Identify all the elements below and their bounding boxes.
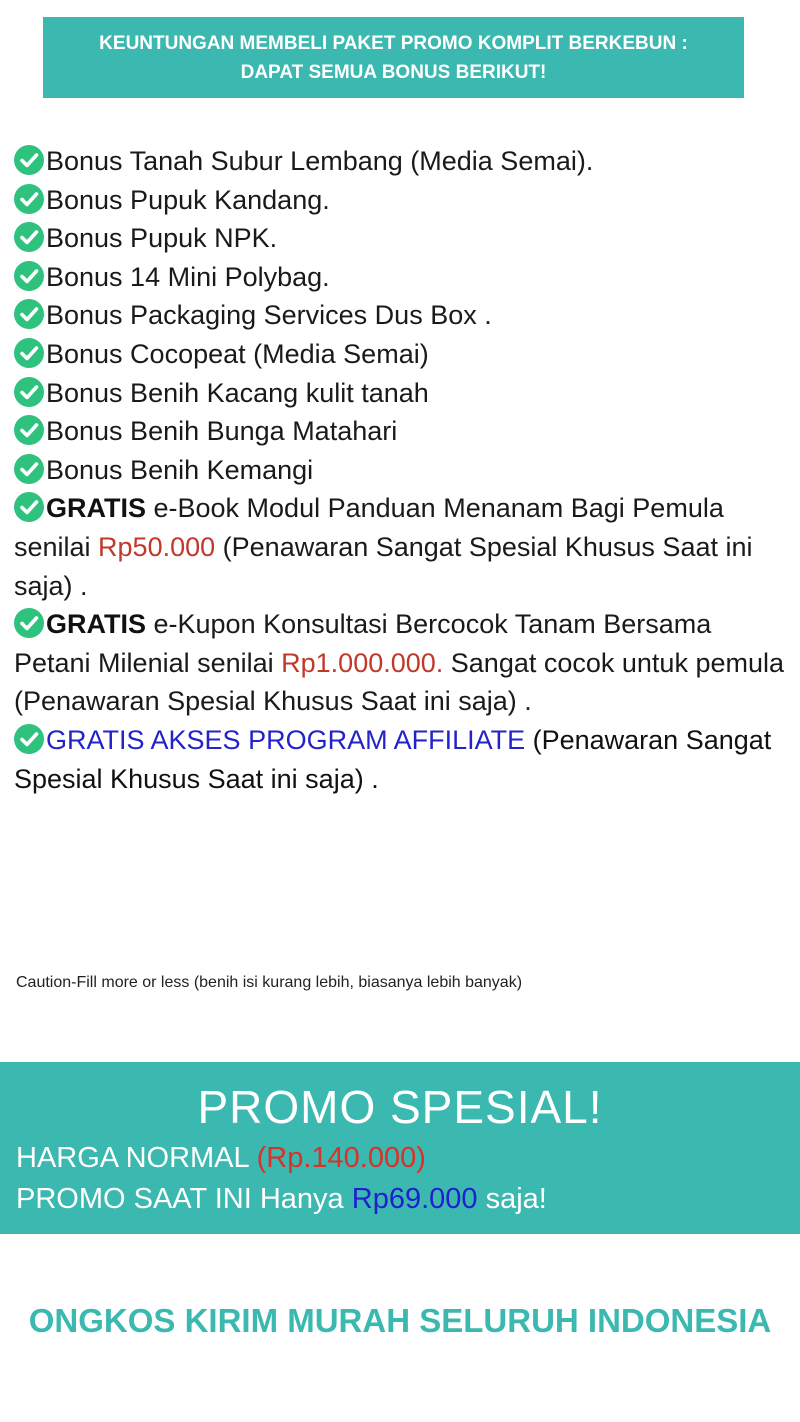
bonus-item-affiliate <box>14 721 786 798</box>
bonus-item <box>14 412 786 451</box>
header-line-1: KEUNTUNGAN MEMBELI PAKET PROMO KOMPLIT BERKEBUN : <box>99 32 688 54</box>
bonus-label: Bonus Pupuk NPK. <box>46 223 278 254</box>
check-circle-icon <box>14 261 44 291</box>
bonus-item <box>14 451 786 490</box>
affiliate-highlight: GRATIS AKSES PROGRAM AFFILIATE <box>46 724 526 755</box>
ebook-text-2: (Penawaran Sangat Spesial Khusus Saat ini saja) . <box>14 531 753 601</box>
bonus-item <box>14 374 786 413</box>
check-circle-icon <box>14 299 44 329</box>
bonus-label: Bonus 14 Mini Polybag. <box>46 261 330 292</box>
bonus-label: Bonus Benih Kemangi <box>46 454 314 485</box>
bonus-label: Bonus Cocopeat (Media Semai) <box>46 338 429 369</box>
ebook-text-1: e-Book Modul Panduan Menanam Bagi Pemula senilai <box>14 493 724 562</box>
gratis-label: GRATIS <box>46 493 146 524</box>
bonus-item <box>14 296 786 335</box>
bonus-item-ebook <box>14 489 786 605</box>
kupon-text-1: e-Kupon Konsultasi Bercocok Tanam Bersama Petani Milenial senilai <box>14 609 712 678</box>
affiliate-text: (Penawaran Sangat Spesial Khusus Saat ini saja) . <box>14 724 772 794</box>
gratis-label: GRATIS <box>46 609 146 640</box>
bonus-label: Bonus Benih Kacang kulit tanah <box>46 377 429 408</box>
check-circle-icon <box>14 724 44 754</box>
promo-title: PROMO SPESIAL! <box>197 1081 603 1133</box>
bonus-label: Bonus Packaging Services Dus Box . <box>46 300 492 331</box>
check-circle-icon <box>14 377 44 407</box>
check-circle-icon <box>14 608 44 638</box>
normal-price: (Rp.140.000) <box>256 1142 426 1174</box>
shipping-note: ONGKOS KIRIM MURAH SELURUH INDONESIA <box>28 1302 772 1339</box>
kupon-text-2: Sangat cocok untuk pemula (Penawaran Spesial Khusus Saat ini saja) . <box>14 647 784 717</box>
normal-price-label: HARGA NORMAL <box>16 1142 257 1174</box>
bonus-list <box>14 142 786 798</box>
check-circle-icon <box>14 184 44 214</box>
promo-price: Rp69.000 <box>351 1183 478 1215</box>
promo-price-line <box>16 1183 547 1216</box>
promo-box <box>0 1062 800 1234</box>
caution-note: Caution-Fill more or less (benih isi kurang lebih, biasanya lebih banyak) <box>16 974 523 991</box>
bonus-item <box>14 258 786 297</box>
check-circle-icon <box>14 222 44 252</box>
bonus-label: Bonus Pupuk Kandang. <box>46 184 330 215</box>
ebook-price: Rp50.000 <box>98 531 216 562</box>
check-circle-icon <box>14 454 44 484</box>
bonus-item <box>14 142 786 181</box>
bonus-label: Bonus Benih Bunga Matahari <box>46 416 398 447</box>
bonus-item <box>14 181 786 220</box>
bonus-item <box>14 219 786 258</box>
normal-price-line <box>16 1142 426 1175</box>
check-circle-icon <box>14 492 44 522</box>
promo-price-suffix: saja! <box>477 1183 547 1215</box>
check-circle-icon <box>14 338 44 368</box>
header-line-2: DAPAT SEMUA BONUS BERIKUT! <box>240 61 547 83</box>
bonus-item <box>14 335 786 374</box>
bonus-label: Bonus Tanah Subur Lembang (Media Semai). <box>46 146 594 176</box>
promo-price-label: PROMO SAAT INI Hanya <box>16 1183 352 1215</box>
header-banner <box>43 17 744 98</box>
check-circle-icon <box>14 145 44 175</box>
check-circle-icon <box>14 415 44 445</box>
bonus-item-kupon <box>14 605 786 721</box>
kupon-price: Rp1.000.000. <box>281 647 444 678</box>
